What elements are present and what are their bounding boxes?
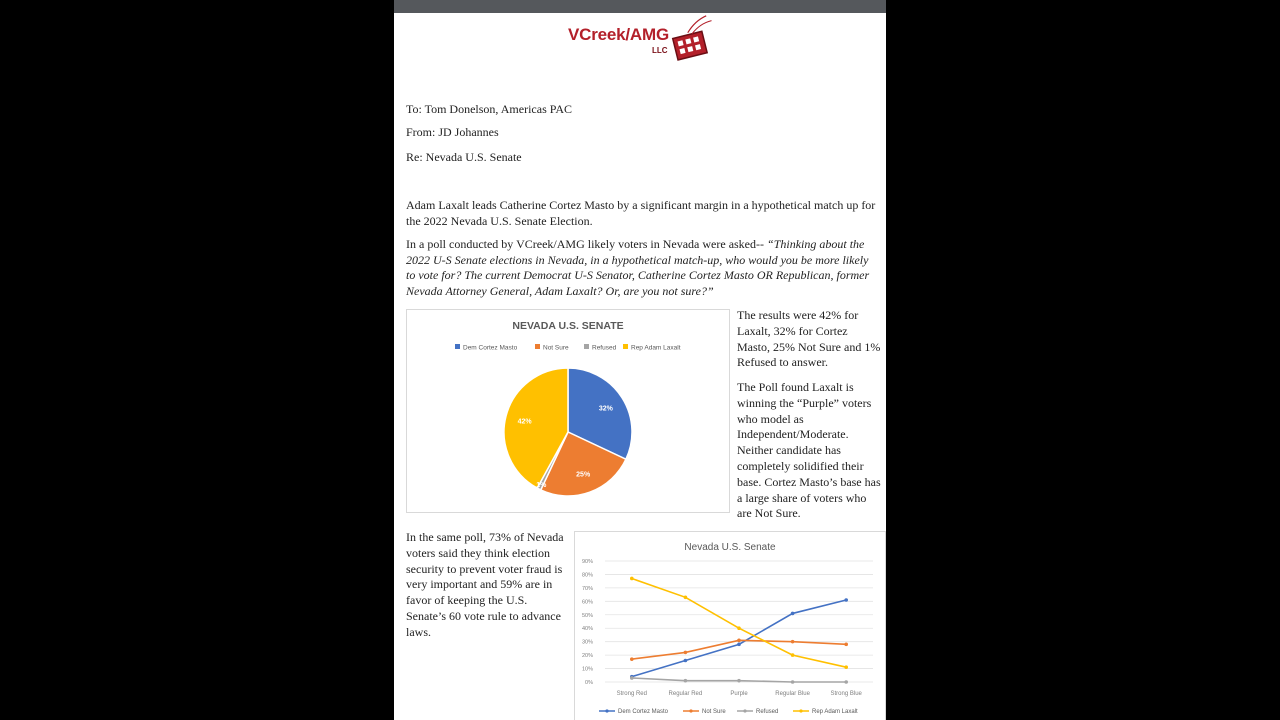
y-tick-label: 70% [581, 585, 593, 592]
x-tick-label-strong-red: Strong Red [616, 691, 647, 697]
line-legend-label-dem-cortez-masto: Dem Cortez Masto [618, 709, 669, 715]
y-tick-label: 10% [581, 666, 593, 673]
line-point-not-sure [844, 643, 848, 647]
election-security-paragraph: In the same poll, 73% of Nevada voters said they think election security to prevent voter fraud is very important and 59% are in favor of keeping the U.S. Senate’s 60 vote rule to advance laws. [406, 530, 564, 639]
y-tick-label: 30% [581, 639, 593, 646]
y-tick-label: 0% [585, 680, 593, 686]
pie-legend-label-refused: Refused [592, 344, 617, 352]
y-tick-label: 40% [581, 626, 593, 633]
pie-legend-swatch-rep-adam-laxalt [623, 344, 628, 349]
results-paragraph: The results were 42% for Laxalt, 32% for Cortez Masto, 25% Not Sure and 1% Refused to answer. [737, 308, 881, 370]
pie-legend-swatch-refused [584, 344, 589, 349]
line-chart-frame [574, 531, 886, 720]
viewer-top-bar [394, 0, 886, 13]
line-point-not-sure [684, 651, 688, 655]
memo-from: From: JD Johannes [406, 125, 499, 139]
line-legend-marker-dem-cortez-masto [605, 709, 608, 712]
logo-suffix: LLC [652, 46, 668, 55]
line-point-rep-adam-laxalt [791, 653, 795, 657]
line-point-rep-adam-laxalt [844, 665, 848, 669]
line-series-dem-cortez-masto [632, 600, 846, 677]
logo-text: VCreek/AMG [568, 25, 669, 44]
poll-question: “Thinking about the 2022 U-S Senate elections in Nevada, in a hypothetical match-up, who would you be more likely to vote for? The current Democrat U-S Senator, Catherine Cortez Masto OR Republican, former Nevada Attorney General, Adam Laxalt? Or, are you not sure?” [406, 237, 870, 298]
line-point-refused [844, 680, 848, 684]
line-point-refused [630, 676, 634, 680]
line-legend-marker-rep-adam-laxalt [799, 709, 802, 712]
x-tick-label-strong-blue: Strong Blue [830, 691, 862, 697]
pie-title: NEVADA U.S. SENATE [512, 320, 624, 332]
pie-legend-label-dem-cortez-masto: Dem Cortez Masto [463, 344, 518, 352]
pie-data-label-dem-cortez-masto: 32% [598, 405, 613, 413]
pie-legend-swatch-dem-cortez-masto [455, 344, 460, 349]
line-legend-label-refused: Refused [756, 709, 779, 715]
line-point-rep-adam-laxalt [630, 577, 634, 581]
line-point-not-sure [630, 657, 634, 661]
document-page [394, 13, 886, 720]
memo-re: Re: Nevada U.S. Senate [406, 150, 522, 164]
line-legend-label-not-sure: Not Sure [702, 709, 726, 715]
line-legend-marker-not-sure [689, 709, 692, 712]
line-point-dem-cortez-masto [737, 643, 741, 647]
line-point-not-sure [737, 639, 741, 643]
line-point-refused [684, 679, 688, 683]
pie-data-label-refused: 1% [536, 481, 547, 489]
line-legend-marker-refused [743, 709, 746, 712]
pie-legend-label-not-sure: Not Sure [543, 344, 569, 352]
poll-lead: In a poll conducted by VCreek/AMG likely voters in Nevada were asked-- [406, 237, 768, 251]
line-point-dem-cortez-masto [684, 659, 688, 663]
pie-data-label-not-sure: 25% [576, 471, 591, 479]
line-point-refused [791, 680, 795, 684]
y-tick-label: 50% [581, 612, 593, 619]
poll-paragraph [406, 237, 876, 299]
intro-paragraph: Adam Laxalt leads Catherine Cortez Masto by a significant margin in a hypothetical match up for the 2022 Nevada U.S. Senate Election. [406, 198, 876, 228]
memo-to: To: Tom Donelson, Americas PAC [406, 102, 572, 116]
line-point-refused [737, 679, 741, 683]
y-tick-label: 90% [581, 559, 593, 565]
pie-chart [407, 310, 729, 512]
line-point-dem-cortez-masto [791, 612, 795, 616]
line-series-rep-adam-laxalt [632, 578, 846, 667]
purple-voters-paragraph: The Poll found Laxalt is winning the “Purple” voters who model as Independent/Moderate. Neither candidate has completely solidified their base. Cortez Masto’s base has a large share of voters who are Not Sure. [737, 380, 881, 521]
x-tick-label-regular-blue: Regular Blue [775, 691, 810, 697]
pie-chart-frame [406, 309, 730, 513]
line-chart [575, 532, 885, 720]
pie-legend-swatch-not-sure [535, 344, 540, 349]
y-tick-label: 20% [581, 653, 593, 660]
line-point-not-sure [791, 640, 795, 644]
y-tick-label: 60% [581, 599, 593, 606]
line-point-dem-cortez-masto [844, 598, 848, 602]
y-tick-label: 80% [581, 572, 593, 579]
line-point-rep-adam-laxalt [684, 596, 688, 600]
ballot-box-icon [670, 15, 722, 63]
x-tick-label-regular-red: Regular Red [668, 691, 703, 697]
line-point-rep-adam-laxalt [737, 626, 741, 630]
line-legend-label-rep-adam-laxalt: Rep Adam Laxalt [812, 709, 858, 715]
pie-data-label-rep-adam-laxalt: 42% [517, 418, 532, 426]
x-tick-label-purple: Purple [730, 691, 748, 697]
line-chart-title: Nevada U.S. Senate [684, 542, 776, 553]
pie-legend-label-rep-adam-laxalt: Rep Adam Laxalt [631, 344, 681, 352]
